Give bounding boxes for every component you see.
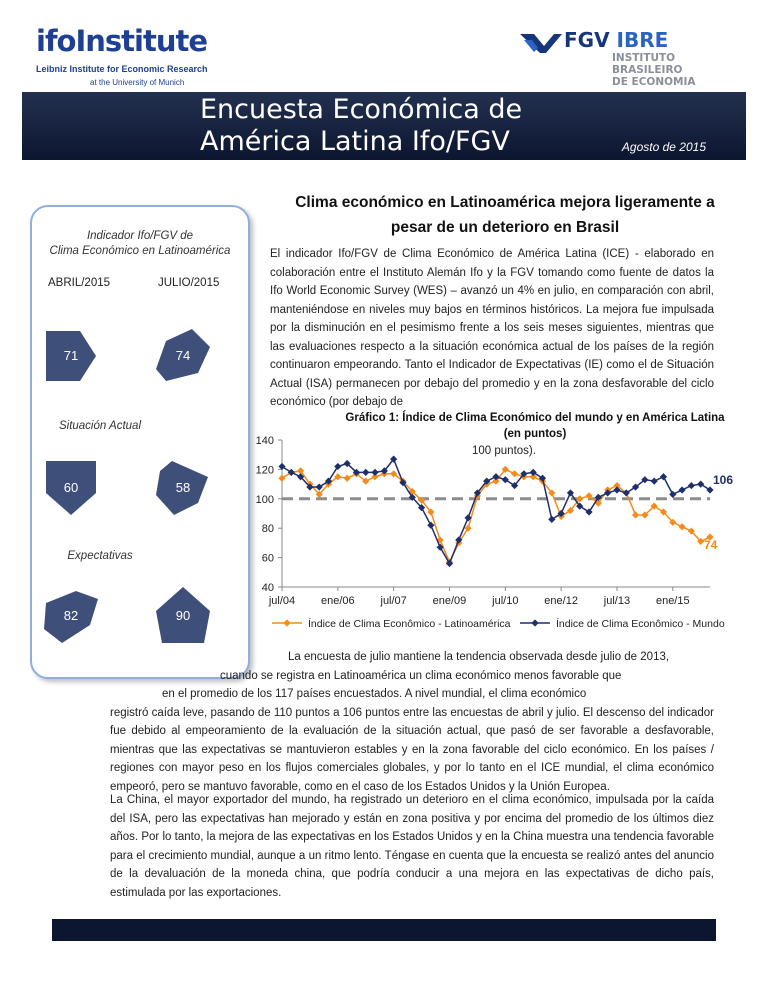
climate-april-value: 71 [63, 348, 79, 363]
footer-bar [52, 919, 716, 941]
ifo-logo-subtitle-2: at the University of Munich [90, 78, 185, 87]
fgv-ibre-logo [520, 30, 720, 92]
legend-label-world: Índice de Clima Econômico - Mundo [556, 618, 725, 630]
expectations-april-value: 82 [63, 608, 79, 623]
data-point-world [697, 481, 704, 488]
ifo-institute-logo [36, 24, 236, 90]
article-headline: Clima económico en Latinoamérica mejora ligeramente a pesar de un deterioro en Brasil [295, 194, 715, 236]
expectations-july-gauge [152, 585, 214, 647]
indicator-sidebar [30, 205, 250, 679]
report-title: Encuesta Económica de América Latina Ifo/FGV [200, 94, 523, 157]
data-point-world [288, 469, 295, 476]
climate-july-value: 74 [175, 348, 191, 363]
paragraph-intro: El indicador Ifo/FGV de Clima Económico de América Latina (ICE) - elaborado en colaboración entre el Instituto Alemán Ifo y la FGV tomando como fuente de datos la Ifo World Economic Survey (WES) – avanzó un 4% en julio, en comparación con abril, manteniéndose en niveles muy bajos en términos históricos. La mejora fue impulsada por la disminución en el pesimismo frente a los seis meses siguientes, mientras que las evaluaciones respecto a la situación económica actual de los países de la región continuaron empeorando. Tanto el Indicador de Expectativas (IE) como el de Situación Actual (ISA) permanecen por debajo del promedio y en la zona desfavorable del ciclo económico (por debajo de [270, 248, 714, 408]
data-point-world [660, 473, 667, 480]
x-tick-label: jul/07 [380, 595, 407, 607]
x-tick-label: ene/15 [655, 595, 690, 607]
paragraph-world: La encuesta de julio mantiene la tendencia observada desde julio de 2013, cuando se registra en Latinoamérica un clima económico menos favorable que en el promedio de los 117 países encuestados. A nivel mundial, el clima económico registró caída leve, pasando de 110 puntos a 106 puntos entre las encuestas de abril y julio. El descenso del indicador fue debido al empeoramiento de la evaluación de la situación actual, que pasó de ser favorable a desfavorable, mientras que las expectativas se mantuvieron estables y en la zona favorable del ciclo económico. En los países / regiones con mayor peso en los flujos comerciales globales, y por lo tanto en el ICE mundial, el clima económico empeoró, pero se mantuvo favorable, como en el caso de los Estados Unidos y la Unión Europea. [110, 651, 714, 793]
data-point-latam [632, 511, 639, 518]
x-tick-label: ene/09 [432, 595, 467, 607]
period-april: ABRIL/2015 [48, 277, 111, 289]
legend-label-latam: Índice de Clima Econômico - Latinoamérica [308, 618, 511, 630]
data-point-world [706, 486, 713, 493]
x-tick-label: ene/06 [320, 595, 355, 607]
title-banner [22, 92, 746, 160]
x-tick-label: ene/12 [544, 595, 578, 607]
situation-july-value: 58 [175, 480, 191, 495]
data-point-world [548, 516, 555, 523]
data-point-world [669, 491, 676, 498]
legend-marker-world [531, 619, 538, 626]
y-tick-label: 120 [255, 464, 274, 477]
expectations-july-value: 90 [175, 608, 191, 623]
situation-july-gauge [152, 457, 214, 519]
end-label-world: 106 [713, 472, 734, 487]
data-point-world [492, 473, 499, 480]
data-point-world [678, 486, 685, 493]
y-tick-label: 100 [255, 493, 274, 506]
x-tick-label: jul/10 [492, 595, 519, 607]
expectations-label: Expectativas [67, 550, 133, 562]
end-label-latam: 74 [704, 538, 718, 553]
fgv-arrow-mark-icon [520, 32, 562, 54]
y-tick-label: 140 [255, 435, 274, 447]
situation-april-value: 60 [63, 480, 79, 495]
climate-july-gauge [152, 325, 214, 387]
y-tick-label: 40 [261, 582, 274, 594]
expectations-april-gauge [40, 585, 102, 647]
data-point-world [427, 522, 434, 529]
ifo-logo-subtitle: Leibniz Institute for Economic Research [36, 64, 208, 74]
climate-april-gauge [40, 325, 102, 387]
data-point-world [651, 478, 658, 485]
data-point-world [688, 482, 695, 489]
data-point-world [585, 508, 592, 515]
paragraph-china: La China, el mayor exportador del mundo, ha registrado un deterioro en el clima económico, impulsada por la caída del ISA, pero las expectativas han mejorado y están en zona positiva y por encima del promedio de los últimos diez años. Por lo tanto, la mejora de las expectativas en los Estados Unidos y en la China muestra una tendencia favorable para el crecimiento mundial, aunque a un ritmo lento. Téngase en cuenta que la encuesta se realizó antes del anuncio de la devaluación de la moneda china, que podría conducir a una mejora en las expectativas de dicho país, estimulada por las exportaciones. [110, 794, 714, 899]
ifo-logo-wordmark: ifoInstitute [36, 24, 208, 58]
x-tick-label: jul/13 [603, 595, 631, 607]
y-tick-label: 80 [261, 523, 274, 536]
data-point-world [316, 483, 323, 490]
chart-title: Gráfico 1: Índice de Clima Económico del mundo y en América Latina (en puntos) [345, 412, 725, 440]
fgv-ibre-wordmark: FGV IBRE [564, 28, 669, 52]
data-point-latam [678, 523, 685, 530]
data-point-latam [511, 470, 518, 477]
situation-april-gauge [40, 457, 102, 519]
paragraph-intro-end: 100 puntos). [472, 445, 536, 457]
data-point-latam [278, 475, 285, 482]
x-tick-label: jul/04 [268, 595, 296, 607]
ibre-subtitle: INSTITUTO BRASILEIRO DE ECONOMIA [612, 52, 696, 88]
data-point-world [371, 469, 378, 476]
y-tick-label: 60 [261, 552, 274, 565]
sidebar-caption: Indicador Ifo/FGV de Clima Económico en Latinoamérica [49, 230, 231, 257]
data-point-world [530, 469, 537, 476]
climate-index-chart [250, 410, 734, 640]
data-point-world [362, 469, 369, 476]
report-date: Agosto de 2015 [621, 140, 706, 154]
data-point-latam [344, 475, 351, 482]
data-point-world [502, 476, 509, 483]
legend-marker-latam [283, 619, 290, 626]
data-point-world [334, 463, 341, 470]
period-july: JULIO/2015 [158, 277, 220, 289]
situation-label: Situación Actual [58, 420, 142, 432]
